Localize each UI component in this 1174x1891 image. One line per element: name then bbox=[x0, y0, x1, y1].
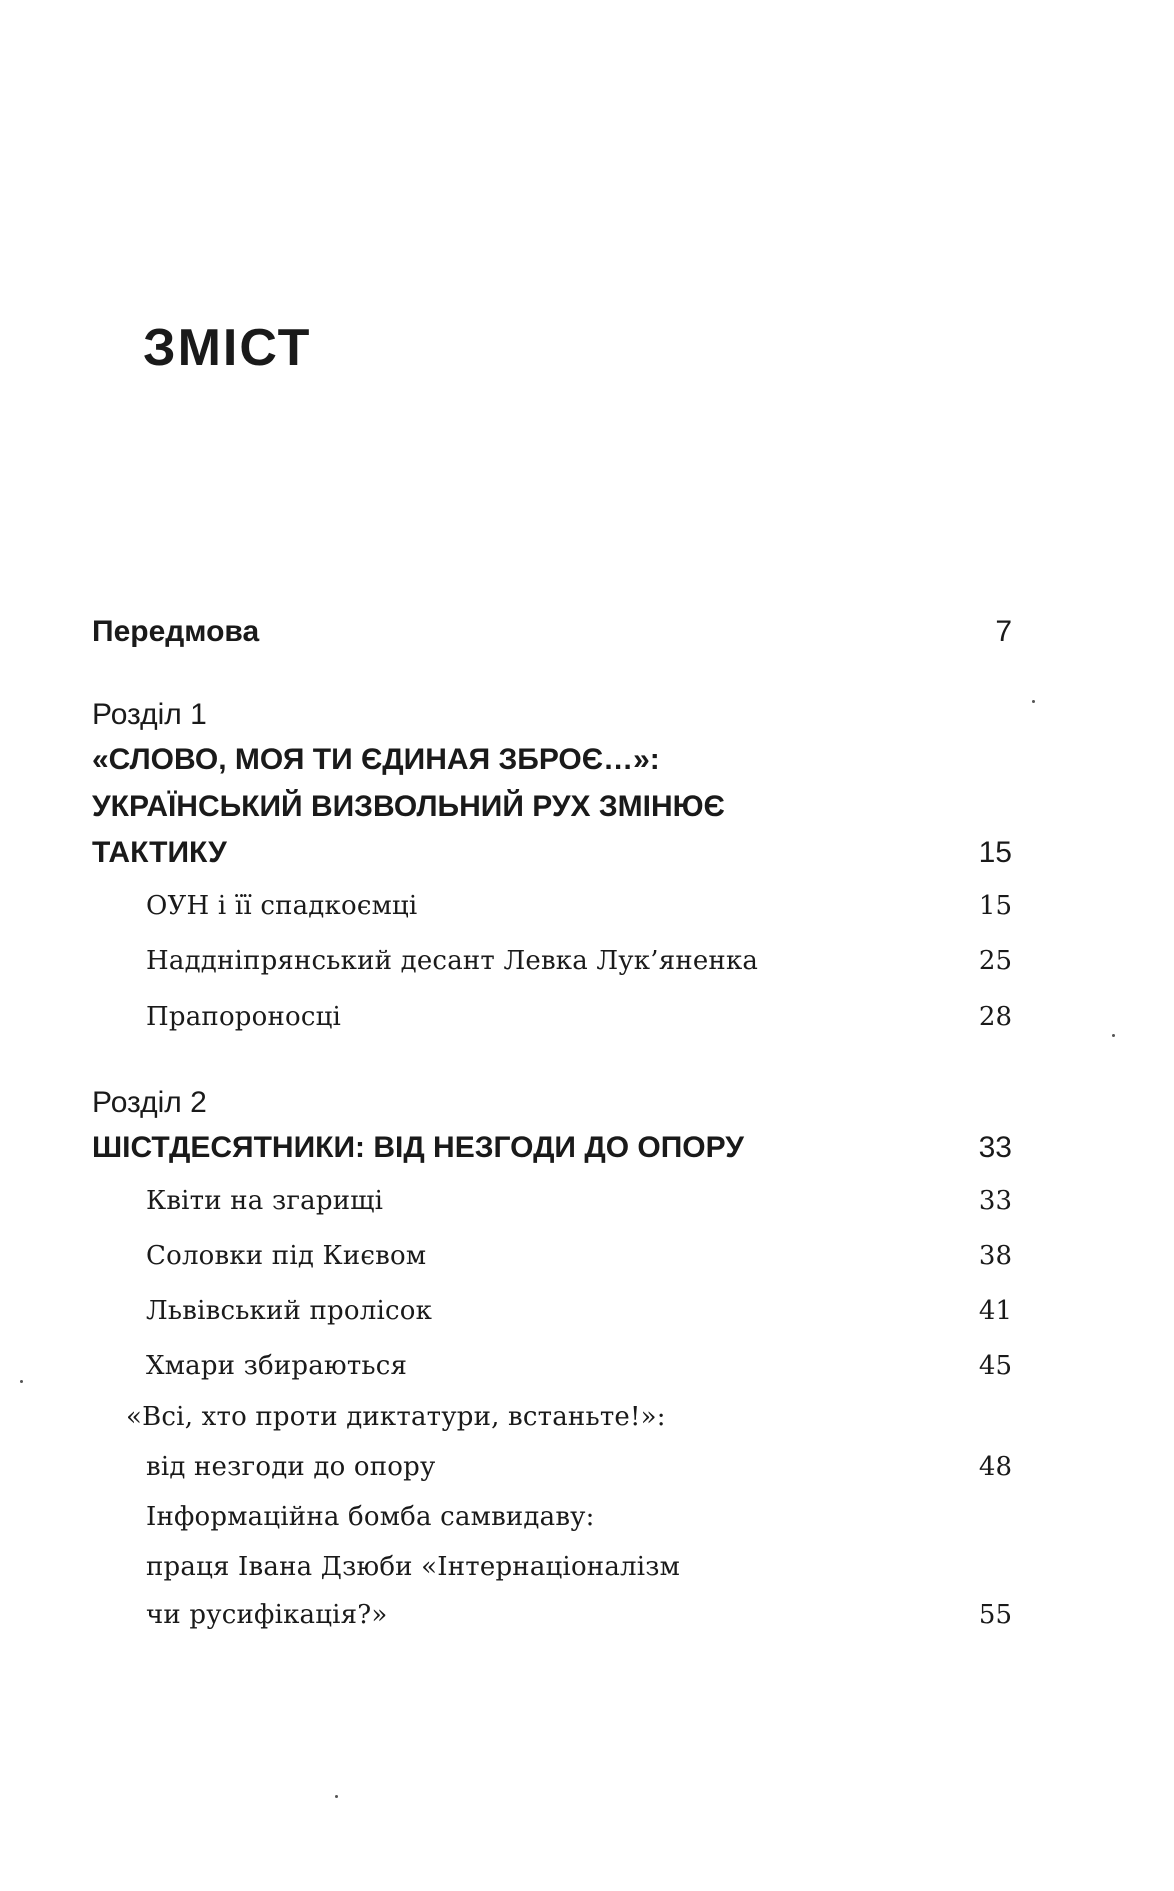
section-1-title-line-1: «СЛОВО, МОЯ ТИ ЄДИНАЯ ЗБРОЄ…»: bbox=[92, 743, 660, 776]
toc-entry-2-4: Хмари збираються bbox=[146, 1351, 408, 1381]
section-1-title-line-2: УКРАЇНСЬКИЙ ВИЗВОЛЬНИЙ РУХ ЗМІНЮЄ bbox=[92, 790, 725, 823]
section-1-title-line-3: ТАКТИКУ bbox=[92, 836, 227, 869]
section-1-page: 15 bbox=[978, 836, 1012, 869]
scan-speck bbox=[20, 1380, 23, 1383]
toc-entry-2-6-line-2: праця Івана Дзюби «Інтернаціоналізм bbox=[146, 1552, 681, 1582]
toc-entry-2-3: Львівський пролісок bbox=[146, 1296, 433, 1326]
toc-entry-2-1: Квіти на згарищі bbox=[146, 1186, 384, 1216]
scan-speck bbox=[1112, 1034, 1115, 1037]
toc-entry-1-1-page: 15 bbox=[978, 891, 1012, 921]
toc-entry-2-2: Соловки під Києвом bbox=[146, 1241, 427, 1271]
toc-entry-1-1: ОУН і її спадкоємці bbox=[146, 891, 418, 921]
toc-entry-2-2-page: 38 bbox=[978, 1241, 1012, 1271]
toc-entry-2-6-line-3: чи русифікація?» bbox=[146, 1600, 388, 1630]
section-2-page: 33 bbox=[978, 1131, 1012, 1164]
toc-entry-2-5-line-1: «Всі, хто проти диктатури, встаньте!»: bbox=[126, 1402, 666, 1432]
toc-preface-page: 7 bbox=[995, 615, 1012, 648]
page-title: ЗМІСТ bbox=[143, 319, 312, 377]
scan-speck bbox=[335, 1795, 338, 1798]
section-2-label: Розділ 2 bbox=[92, 1086, 207, 1119]
toc-entry-2-6-page: 55 bbox=[978, 1600, 1012, 1630]
section-2-title: ШІСТДЕСЯТНИКИ: ВІД НЕЗГОДИ ДО ОПОРУ bbox=[92, 1131, 744, 1164]
section-1-label: Розділ 1 bbox=[92, 698, 207, 731]
toc-entry-1-3: Прапороносці bbox=[146, 1002, 342, 1032]
toc-entry-2-5-line-2: від незгоди до опору bbox=[146, 1452, 436, 1482]
toc-entry-1-2-page: 25 bbox=[978, 946, 1012, 976]
toc-entry-2-3-page: 41 bbox=[978, 1296, 1012, 1326]
toc-entry-2-6-line-1: Інформаційна бомба самвидаву: bbox=[146, 1502, 595, 1532]
scan-speck bbox=[1032, 700, 1035, 703]
toc-entry-1-3-page: 28 bbox=[978, 1002, 1012, 1032]
toc-entry-2-1-page: 33 bbox=[978, 1186, 1012, 1216]
toc-preface-label: Передмова bbox=[92, 615, 260, 648]
toc-entry-1-2: Наддніпрянський десант Левка Лук’яненка bbox=[146, 946, 759, 976]
toc-entry-2-5-page: 48 bbox=[978, 1452, 1012, 1482]
toc-entry-2-4-page: 45 bbox=[978, 1351, 1012, 1381]
